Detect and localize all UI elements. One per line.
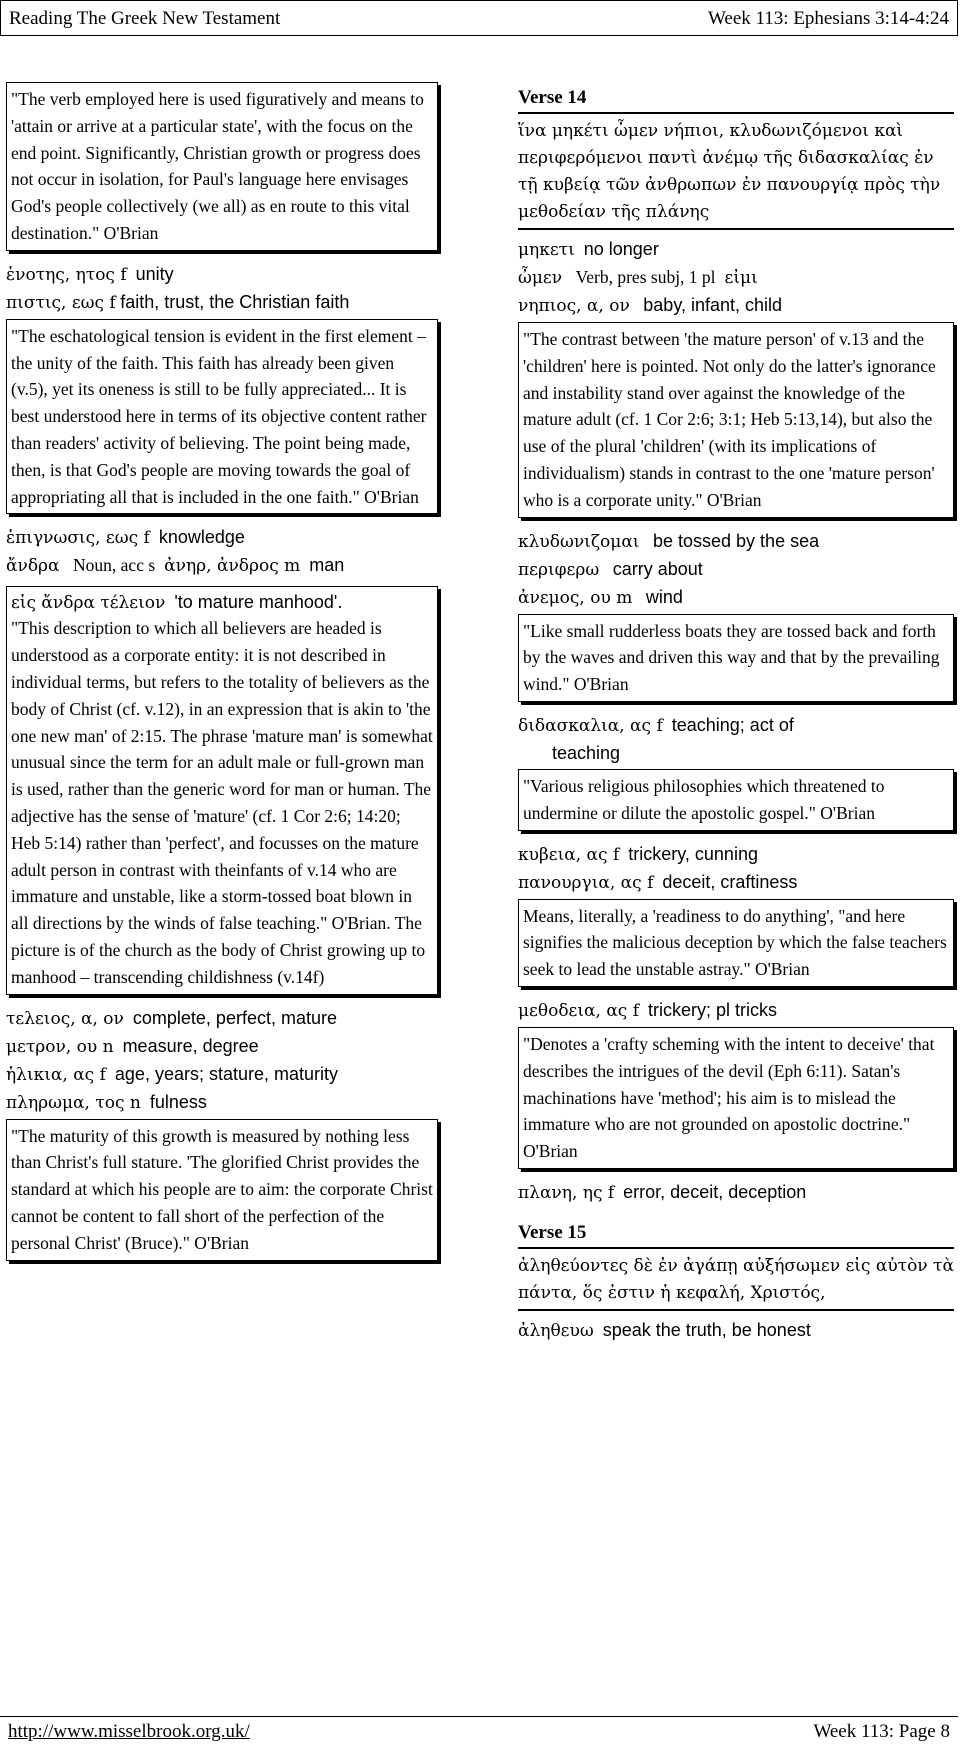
header-title: Reading The Greek New Testament	[9, 8, 281, 29]
vocab-entry	[518, 556, 954, 584]
vocab-definition: man	[309, 555, 345, 576]
vocab-greek: νηπιος, α, ον	[518, 296, 630, 316]
vocab-definition: teaching; act of	[671, 714, 794, 735]
parsing: Verb, pres subj, 1 pl	[575, 267, 716, 287]
vocab-greek: πλανη, ης f	[518, 1182, 615, 1203]
vocab-definition: trickery; pl tricks	[648, 999, 778, 1020]
vocab-greek: ἀνεμος, ου m	[518, 587, 633, 608]
vocab-entry	[518, 1317, 954, 1345]
commentary-box: "The contrast between 'the mature person' of v.13 and the 'children' here is pointed. Not only do the latter's ignorance and instability stand over against the knowledge of the mature adult (cf. 1 Cor 2:6; 3:1; Heb 5:13,14), but also the use of the plural 'children' (with its implications of individualism) stands in contrast to the one 'mature person' who is a corporate unity." O'Brian	[518, 322, 954, 518]
vocab-list	[518, 528, 954, 612]
vocab-entry	[6, 1005, 438, 1033]
verse-heading: Verse 15	[518, 1221, 954, 1249]
vocab-greek: τελειος, α, ον	[6, 1008, 124, 1029]
verse-text: ἀληθεύοντες δὲ ἐν ἀγάπῃ αὐξήσωμεν εἰς αὐτὸν τὰ πάντα, ὅς ἐστιν ἡ κεφαλή, Χριστός,	[518, 1253, 954, 1311]
commentary-box	[6, 586, 438, 994]
vocab-greek: ἀληθευω	[518, 1320, 594, 1341]
vocab-greek: μεθοδεια, ας f	[518, 1000, 640, 1021]
lemma: εἰμι	[724, 268, 758, 288]
vocab-definition: speak the truth, be honest	[602, 1319, 811, 1340]
vocab-greek: κλυδωνιζομαι	[518, 531, 640, 552]
vocab-definition: be tossed by the sea	[652, 530, 820, 551]
vocab-definition: error, deceit, deception	[623, 1181, 807, 1202]
vocab-greek: κυβεια, ας f	[518, 844, 620, 865]
vocab-list	[6, 1005, 438, 1117]
vocab-entry	[518, 712, 954, 767]
vocab-entry	[518, 841, 954, 869]
phrase-gloss	[11, 590, 433, 615]
parsed-word: ὦμεν	[518, 268, 563, 288]
vocab-greek: πανουργια, ας f	[518, 872, 654, 893]
vocab-greek: περιφερω	[518, 559, 600, 580]
vocab-definition: complete, perfect, mature	[132, 1007, 337, 1028]
parsing: Noun, acc s	[73, 555, 156, 576]
phrase-greek: εἰς ἄνδρα τέλειον	[11, 593, 166, 614]
footer-link[interactable]: http://www.misselbrook.org.uk/	[8, 1721, 250, 1742]
vocab-greek: ἑνοτης, ητος f	[6, 264, 127, 285]
parsing-entry	[6, 552, 438, 580]
vocab-definition: no longer	[583, 239, 659, 259]
vocab-entry	[6, 1033, 438, 1061]
vocab-greek: πληρωμα, τος n	[6, 1092, 141, 1113]
vocab-entry	[518, 528, 954, 556]
vocab-greek: ἐπιγνωσις, εως f	[6, 528, 150, 549]
parsing-entry	[518, 264, 954, 292]
page-footer	[0, 1716, 958, 1745]
verse-text: ἵνα μηκέτι ὦμεν νήπιοι, κλυδωνιζόμενοι καὶ περιφερόμενοι παντὶ ἀνέμῳ τῆς διδασκαλίας ἐν τῇ κυβείᾳ τῶν ἀνθρωπων ἐν πανουργίᾳ πρὸς τὴν μεθοδείαν τῆς πλάνης	[518, 118, 954, 230]
vocab-entry	[518, 292, 954, 320]
vocab-list	[518, 236, 954, 320]
vocab-definition: unity	[135, 263, 174, 284]
vocab-definition: carry about	[612, 558, 703, 579]
vocab-definition: measure, degree	[122, 1035, 259, 1056]
commentary-box: Means, literally, a 'readiness to do anything', "and here signifies the malicious deception by which the false teachers seek to lead the unstable astray." O'Brian	[518, 899, 954, 987]
commentary-box: "The maturity of this growth is measured by nothing less than Christ's full stature. 'The glorified Christ provides the standard at which his people are to aim: the corporate Christ cannot be content to fall short of the perfection of the personal Christ' (Bruce)." O'Brian	[6, 1119, 438, 1261]
vocab-greek: ἡλικια, ας f	[6, 1064, 106, 1085]
footer-page-number: Week 113: Page 8	[813, 1721, 950, 1742]
vocab-entry	[518, 1179, 954, 1207]
vocab-entry	[518, 869, 954, 897]
commentary-box: "The verb employed here is used figuratively and means to 'attain or arrive at a particular state', with the focus on the end point. Significantly, Christian growth or progress does not occur in isolation, for Paul's language here envisages God's people collectively (we all) as en route to this vital destination." O'Brian	[6, 82, 438, 251]
vocab-definition: faith, trust, the Christian faith	[120, 291, 350, 312]
lemma: ἀνηρ, ἀνδρος m	[164, 556, 301, 577]
vocab-entry	[6, 1061, 438, 1089]
vocab-list	[6, 261, 438, 317]
header-week: Week 113: Ephesians 3:14-4:24	[707, 8, 949, 29]
vocab-definition: fulness	[149, 1091, 207, 1112]
vocab-greek: πιστις, εως f	[6, 292, 116, 313]
commentary-box: "Various religious philosophies which threatened to undermine or dilute the apostolic gospel." O'Brian	[518, 769, 954, 831]
vocab-greek: μετρον, ου n	[6, 1036, 114, 1057]
commentary-box: "The eschatological tension is evident in the first element – the unity of the faith. This faith has already been given (v.5), yet its oneness is still to be fully appreciated... It is best understood here in terms of its objective content rather than readers' activity of believing. The point being made, then, is that God's people are moving towards the goal of appropriating all that is included in the one faith." O'Brian	[6, 319, 438, 515]
left-column	[6, 80, 438, 1271]
right-column	[518, 80, 954, 1345]
vocab-entry	[518, 236, 954, 264]
vocab-definition: baby, infant, child	[643, 295, 783, 315]
commentary-box: "Denotes a 'crafty scheming with the intent to deceive' that describes the intrigues of the devil (Eph 6:11). Satan's machinations have 'method'; his aim is to mislead the immature who are not grounded on apostolic doctrine." O'Brian	[518, 1027, 954, 1169]
vocab-definition: wind	[645, 586, 683, 607]
verse-heading: Verse 14	[518, 86, 954, 114]
vocab-definition: deceit, craftiness	[662, 871, 798, 892]
vocab-definition: knowledge	[158, 527, 245, 548]
page-header	[0, 0, 958, 36]
vocab-entry	[518, 997, 954, 1025]
vocab-entry	[6, 1089, 438, 1117]
vocab-definition-continued: teaching	[552, 742, 621, 763]
vocab-entry	[6, 261, 438, 289]
parsed-word: ἄνδρα	[6, 556, 60, 577]
vocab-definition: trickery, cunning	[628, 843, 758, 864]
vocab-definition: age, years; stature, maturity	[114, 1063, 338, 1084]
vocab-entry	[6, 289, 438, 317]
vocab-entry	[518, 584, 954, 612]
vocab-entry	[6, 524, 438, 552]
commentary-box: "Like small rudderless boats they are tossed back and forth by the waves and driven this way and that by the prevailing wind." O'Brian	[518, 614, 954, 702]
vocab-greek: μηκετι	[518, 240, 575, 260]
commentary-text: "This description to which all believers are headed is understood as a corporate entity: it is not described in individual terms, but refers to the totality of believers as the body of Christ (cf. v.12), in an expression that is akin to 'the one new man' of 2:15. The phrase 'mature man' is somewhat unusual since the term for an adult male or full-grown man is used, rather than the generic word for man or human. The adjective has the sense of 'mature' (cf. 1 Cor 2:6; 14:20; Heb 5:14) rather than 'perfect', and focusses on the mature adult person in contrast with theinfants of v.14 who are immature and unstable, like a storm-tossed boat blown in all directions by the winds of false teaching." O'Brian. The picture is of the church as the body of Christ growing up to manhood – transcending childishness (v.14f)	[11, 618, 433, 987]
phrase-translation: 'to mature manhood'.	[174, 592, 343, 613]
vocab-greek: διδασκαλια, ας f	[518, 715, 663, 736]
vocab-list	[518, 841, 954, 897]
